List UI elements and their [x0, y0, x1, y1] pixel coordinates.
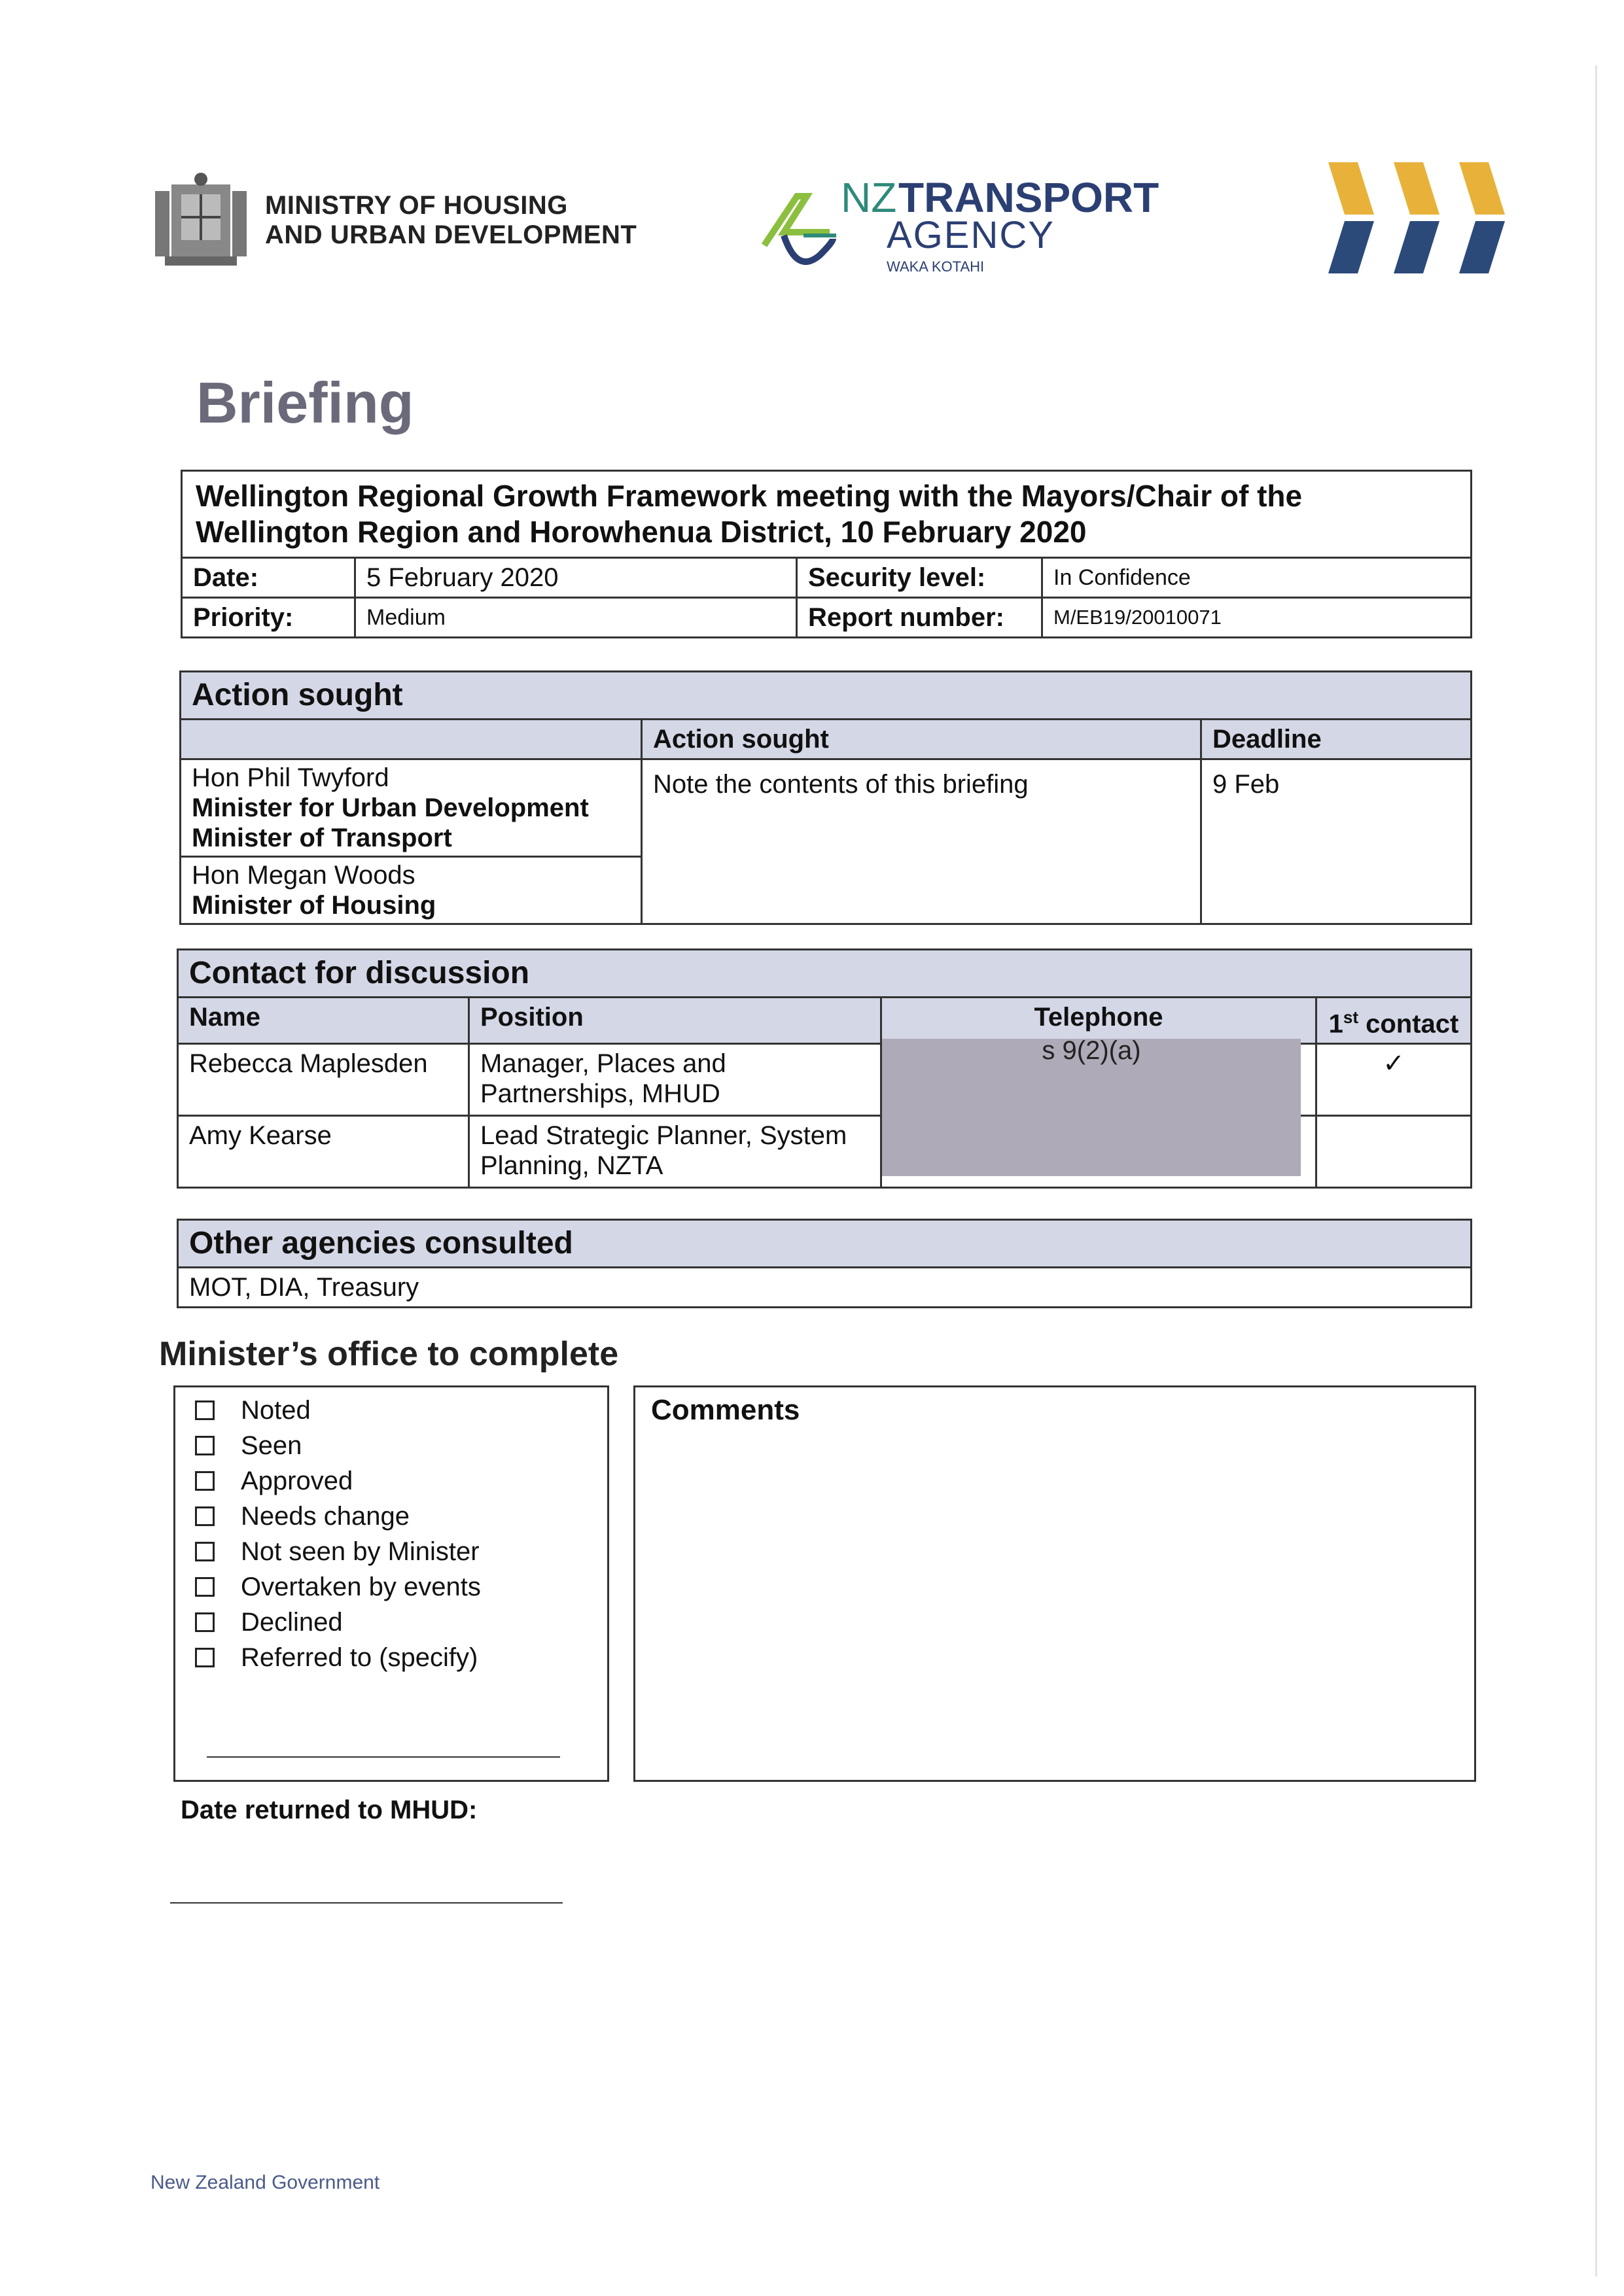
option-declined-label: Declined — [241, 1607, 343, 1637]
ministry-name-line1: MINISTRY OF HOUSING — [265, 191, 568, 220]
referred-to-line[interactable] — [207, 1756, 560, 1758]
date-returned-label: Date returned to MHUD: — [181, 1796, 478, 1824]
first-contact-num: 1 — [1328, 1009, 1343, 1039]
nzta-agency-text: AGENCY — [887, 214, 1055, 256]
chevrons-logo-icon — [1328, 162, 1525, 273]
recipient-woods — [181, 858, 641, 923]
option-seen[interactable] — [175, 1428, 607, 1463]
action-sought-col-header: Action sought — [642, 720, 1201, 759]
option-needs-change[interactable] — [175, 1499, 607, 1534]
contact-position-2-line1: Lead Strategic Planner, System — [480, 1121, 847, 1151]
options-list — [175, 1387, 607, 1675]
security-value: In Confidence — [1042, 558, 1472, 598]
nzta-nz-text: NZ — [841, 174, 897, 221]
deadline-col-header: Deadline — [1201, 720, 1472, 759]
recipient2-role: Minister of Housing — [192, 891, 436, 920]
ministers-office-heading: Minister’s office to complete — [159, 1335, 619, 1373]
recipient2-name: Hon Megan Woods — [192, 861, 415, 890]
nz-government-footer: New Zealand Government — [150, 2172, 380, 2193]
option-not-seen-label: Not seen by Minister — [241, 1537, 480, 1566]
page-edge-line — [1595, 65, 1597, 2276]
option-not-seen[interactable] — [175, 1534, 607, 1569]
agencies-value: MOT, DIA, Treasury — [178, 1268, 1472, 1308]
recipient1-role2: Minister of Transport — [192, 824, 452, 852]
checkbox-not-seen[interactable] — [195, 1542, 215, 1561]
name-col-header: Name — [178, 998, 469, 1044]
option-referred[interactable] — [175, 1640, 607, 1675]
option-overtaken-label: Overtaken by events — [241, 1572, 481, 1601]
first-contact-empty — [1316, 1116, 1472, 1188]
agencies-table — [177, 1219, 1472, 1308]
recipient-twyford — [181, 760, 641, 858]
first-contact-rest: contact — [1358, 1009, 1459, 1039]
first-contact-tick: ✓ — [1316, 1044, 1472, 1116]
checkbox-noted[interactable] — [195, 1400, 215, 1420]
briefing-heading: Wellington Regional Growth Framework meeting with the Mayors/Chair of the Wellington Region and Horowhenua District, 10 February 2020 — [182, 471, 1472, 558]
first-contact-col-header — [1316, 998, 1472, 1044]
option-seen-label: Seen — [241, 1431, 302, 1460]
ministry-name — [265, 191, 637, 250]
date-returned-line[interactable] — [170, 1902, 563, 1904]
comments-label: Comments — [651, 1394, 800, 1426]
option-noted[interactable] — [175, 1393, 607, 1428]
action-text: Note the contents of this briefing — [642, 759, 1201, 924]
option-approved-label: Approved — [241, 1466, 353, 1495]
contact-position-2 — [469, 1116, 881, 1188]
option-approved[interactable] — [175, 1463, 607, 1499]
priority-value: Medium — [355, 598, 797, 638]
contact-position-2-line2: Planning, NZTA — [480, 1151, 663, 1181]
report-number-label: Report number: — [797, 598, 1042, 638]
comments-box[interactable] — [633, 1385, 1476, 1782]
agencies-section-title: Other agencies consulted — [178, 1220, 1472, 1268]
report-number-value: M/EB19/20010071 — [1042, 598, 1472, 638]
option-declined[interactable] — [175, 1605, 607, 1640]
contact-position-1-line2: Partnerships, MHUD — [480, 1079, 720, 1109]
nzta-swoosh-logo-icon — [758, 183, 843, 281]
action-section-title: Action sought — [181, 672, 1472, 720]
action-sought-table — [179, 670, 1472, 925]
option-needs-change-label: Needs change — [241, 1501, 410, 1531]
contact-section-title: Contact for discussion — [178, 950, 1472, 998]
checkbox-seen[interactable] — [195, 1436, 215, 1455]
recipient1-role1: Minister for Urban Development — [192, 793, 589, 822]
redaction-label: s 9(2)(a) — [1042, 1036, 1141, 1065]
recipient1-name: Hon Phil Twyford — [192, 763, 389, 792]
date-value: 5 February 2020 — [355, 558, 797, 598]
checkbox-declined[interactable] — [195, 1612, 215, 1632]
contact-name-1: Rebecca Maplesden — [178, 1044, 469, 1116]
contact-position-1-line1: Manager, Places and — [480, 1049, 726, 1079]
page-title: Briefing — [196, 370, 414, 435]
summary-table — [181, 470, 1472, 638]
option-overtaken[interactable] — [175, 1569, 607, 1605]
nzta-transport-text: TRANSPORT — [898, 174, 1159, 221]
first-contact-sup: st — [1343, 1007, 1358, 1027]
ministry-name-line2: AND URBAN DEVELOPMENT — [265, 220, 637, 249]
priority-label: Priority: — [182, 598, 355, 638]
date-label: Date: — [182, 558, 355, 598]
option-referred-label: Referred to (specify) — [241, 1643, 478, 1672]
checkbox-needs-change[interactable] — [195, 1506, 215, 1526]
checkbox-approved[interactable] — [195, 1471, 215, 1491]
options-box — [173, 1385, 609, 1782]
position-col-header: Position — [469, 998, 881, 1044]
contact-name-2: Amy Kearse — [178, 1116, 469, 1188]
nz-coat-of-arms-icon — [152, 171, 250, 270]
checkbox-overtaken[interactable] — [195, 1577, 215, 1597]
deadline-value: 9 Feb — [1201, 759, 1472, 924]
checkbox-referred[interactable] — [195, 1648, 215, 1667]
nzta-waka-kotahi-text: WAKA KOTAHI — [887, 258, 985, 275]
contact-position-1 — [469, 1044, 881, 1116]
telephone-col-header: Telephone — [881, 998, 1316, 1044]
action-recipient-header — [181, 720, 642, 759]
recipients-cell — [181, 759, 642, 924]
option-noted-label: Noted — [241, 1395, 311, 1425]
security-label: Security level: — [797, 558, 1042, 598]
